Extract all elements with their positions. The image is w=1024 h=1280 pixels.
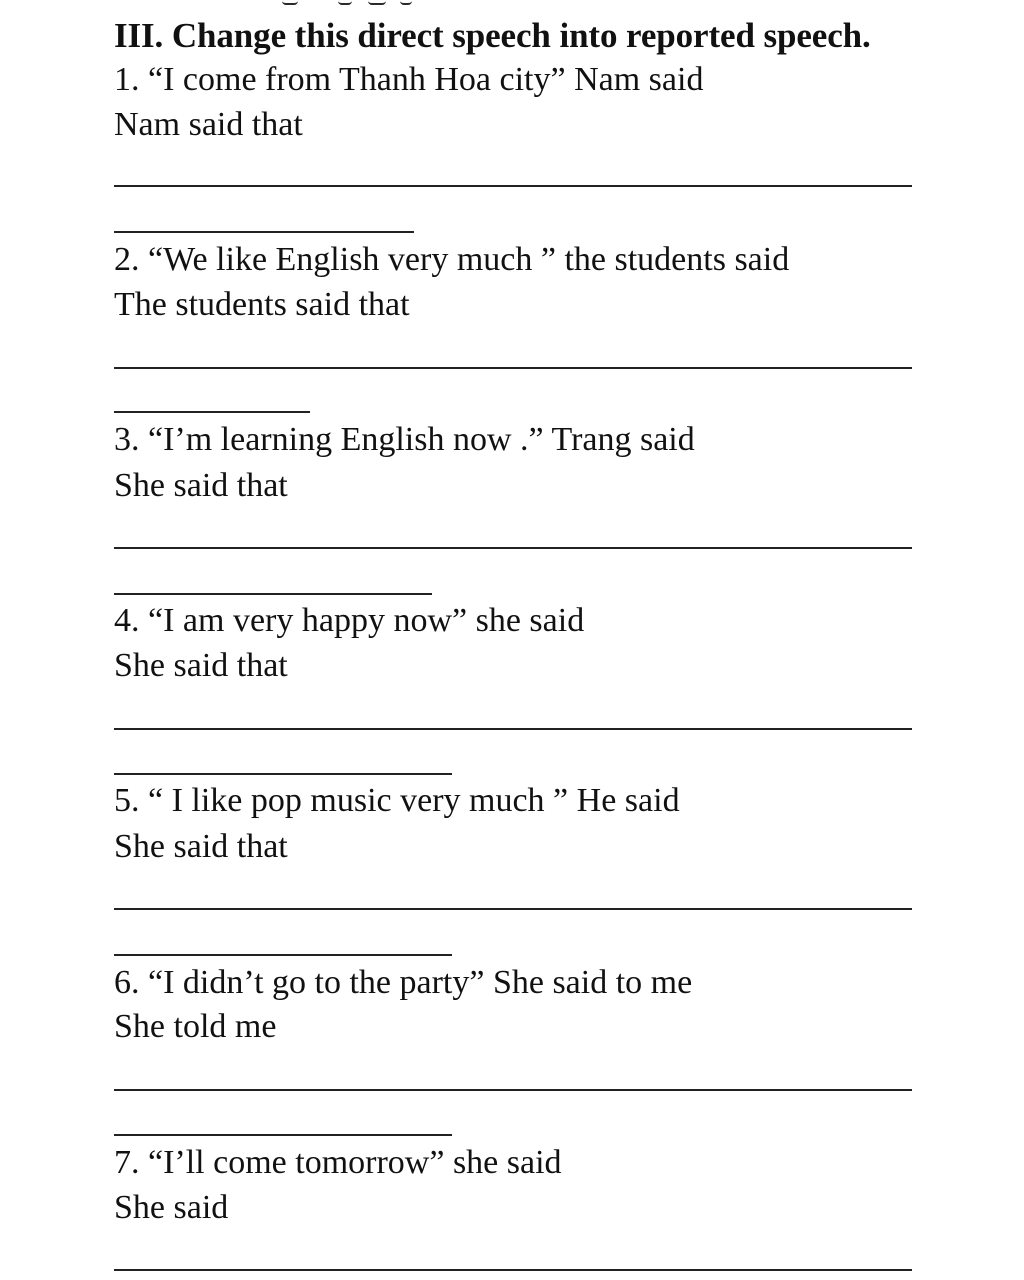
- question-2-prompt: 2. “We like English very much ” the students said: [114, 241, 790, 278]
- question-4-prompt: 4. “I am very happy now” she said: [114, 602, 585, 639]
- cropped-previous-text: [0, 0, 1024, 8]
- question-7-prompt: 7. “I’ll come tomorrow” she said: [114, 1144, 562, 1181]
- question-1-answer-line-2[interactable]: [114, 231, 414, 233]
- question-6-answer-line-2[interactable]: [114, 1134, 452, 1136]
- question-6-answer-line-1[interactable]: [114, 1089, 912, 1091]
- question-1-prompt: 1. “I come from Thanh Hoa city” Nam said: [114, 61, 704, 98]
- question-4-answer-line-1[interactable]: [114, 728, 912, 730]
- question-5-prompt: 5. “ I like pop music very much ” He said: [114, 782, 680, 819]
- exercise-heading: III. Change this direct speech into reported speech.: [114, 16, 871, 55]
- question-6-prompt: 6. “I didn’t go to the party” She said to me: [114, 964, 693, 1001]
- question-4-answer-line-2[interactable]: [114, 773, 452, 775]
- question-5-starter: She said that: [114, 828, 288, 865]
- question-3-answer-line-2[interactable]: [114, 593, 432, 595]
- question-3-prompt: 3. “I’m learning English now .” Trang said: [114, 421, 695, 458]
- question-3-starter: She said that: [114, 467, 288, 504]
- question-5-answer-line-1[interactable]: [114, 908, 912, 910]
- question-2-answer-line-1[interactable]: [114, 367, 912, 369]
- question-1-starter: Nam said that: [114, 106, 303, 143]
- question-2-answer-line-2[interactable]: [114, 411, 310, 413]
- question-7-answer-line-1[interactable]: [114, 1269, 912, 1271]
- question-6-starter: She told me: [114, 1008, 277, 1045]
- question-7-starter: She said: [114, 1189, 229, 1226]
- question-1-answer-line-1[interactable]: [114, 185, 912, 187]
- question-3-answer-line-1[interactable]: [114, 547, 912, 549]
- question-4-starter: She said that: [114, 647, 288, 684]
- question-2-starter: The students said that: [114, 286, 410, 323]
- question-5-answer-line-2[interactable]: [114, 954, 452, 956]
